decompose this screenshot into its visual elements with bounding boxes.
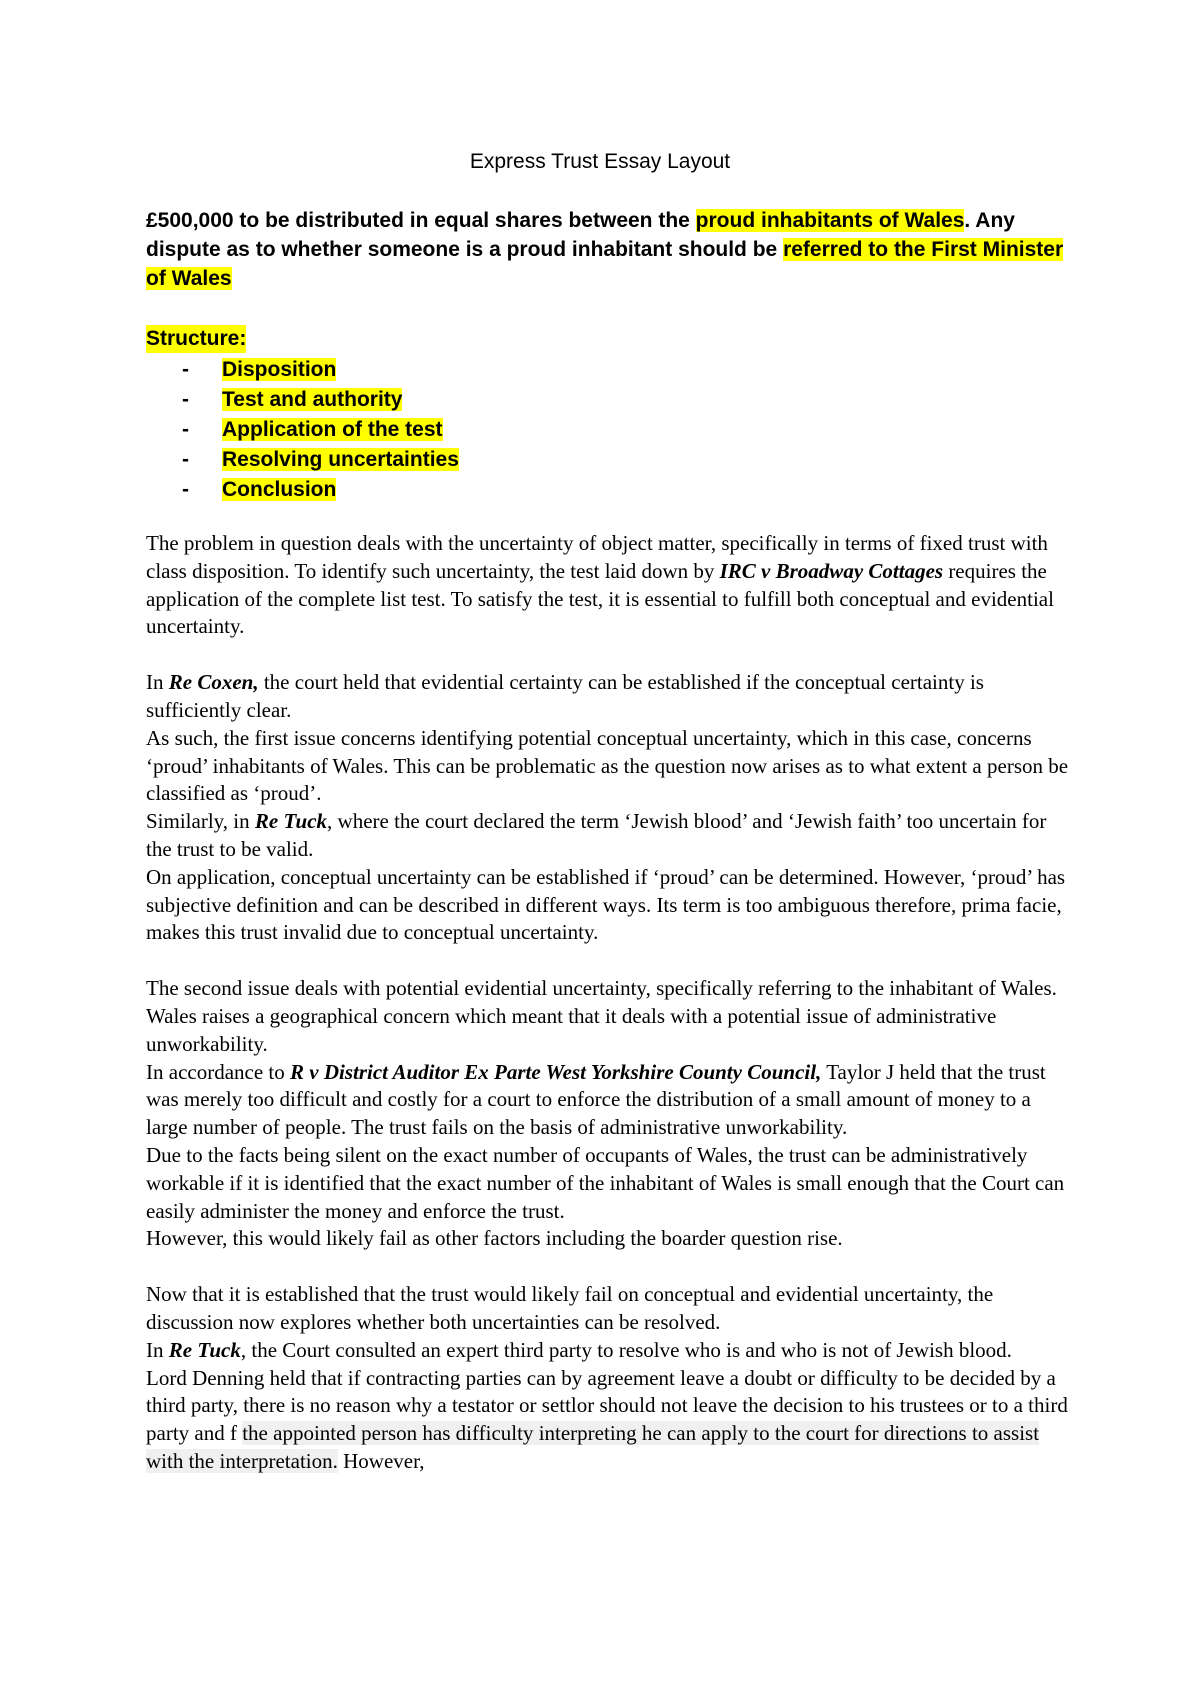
paragraph-gap — [146, 641, 1076, 669]
paragraph: Now that it is established that the trust would likely fail on conceptual and evidential uncertainty, the discussion now explores whether both uncertainties can be resolved. — [146, 1282, 994, 1334]
list-dash: - — [182, 358, 189, 381]
paragraph: The second issue deals with potential evidential uncertainty, specifically referring to the inhabitant of Wales. Wales raises a geographical concern which meant that it deals with a potential issue of administrative unworkability. — [146, 976, 1057, 1056]
structure-item — [146, 475, 459, 505]
structure-heading: Structure: — [146, 325, 246, 353]
paragraph — [146, 669, 1076, 725]
shaded-text: the appointed person has difficulty — [242, 1421, 539, 1446]
structure-item — [146, 415, 459, 445]
essay-body — [146, 530, 1076, 1476]
paragraph — [146, 530, 1076, 641]
structure-item-label: Disposition — [222, 358, 337, 381]
text-run: In — [146, 670, 169, 695]
case-citation: IRC v Broadway Cottages — [719, 558, 944, 583]
structure-list — [146, 355, 459, 505]
paragraph-gap — [146, 947, 1076, 975]
paragraph: Due to the facts being silent on the exact number of occupants of Wales, the trust can be administratively workable if it is identified that the exact number of the inhabitant of Wales is small enough that the Court can easily administer the money and enforce the trust. — [146, 1142, 1065, 1223]
text-run: Taylor J held that the trust was merely too difficult and costly for a court to enforce the distribution of a small amount of money to a large number of people. The trust fails on the basis of administrative unworkability. — [146, 1059, 1046, 1140]
structure-item-label: Conclusion — [222, 478, 337, 501]
text-run: , where the court declared the term ‘Jewish blood’ and ‘Jewish faith’ too uncertain for the trust to be valid. — [146, 809, 1047, 861]
prompt-text-1: £500,000 to be distributed in equal shares between the — [146, 209, 696, 232]
document-title: Express Trust Essay Layout — [469, 150, 731, 173]
structure-item — [146, 385, 459, 415]
prompt-text-2: . Any dispute as to whether someone is a proud inhabitant should be — [146, 209, 1015, 261]
text-run: the court held that evidential certainty can be established if the conceptual certainty is sufficiently clear. — [146, 670, 984, 722]
structure-item-label: Test and authority — [222, 388, 403, 411]
text-run: requires the application of the complete list test. To satisfy the test, it is essential to fulfill both conceptual and evidential uncertainty. — [146, 558, 1054, 639]
prompt-highlight-2: referred to the First Minister of Wales — [146, 238, 1064, 290]
question-prompt — [146, 206, 1066, 293]
case-citation: Re Tuck — [254, 809, 328, 834]
paragraph-gap — [146, 1253, 1076, 1281]
prompt-highlight-1: proud inhabitants of Wales — [695, 209, 965, 232]
text-run: However, — [337, 1448, 425, 1473]
list-dash: - — [182, 418, 189, 441]
text-run: In accordance to — [146, 1059, 290, 1084]
paragraph: On application, conceptual uncertainty can be established if ‘proud’ can be determined. However, ‘proud’ has subjective definition and can be described in different ways. Its term is too ambiguous therefore, prima facie, makes this trust invalid due to conceptual uncertainty. — [146, 864, 1066, 945]
paragraph — [146, 1059, 1076, 1142]
structure-item — [146, 445, 459, 475]
structure-item — [146, 355, 459, 385]
paragraph: As such, the first issue concerns identifying potential conceptual uncertainty, which in this case, concerns ‘proud’ inhabitants of Wales. This can be problematic as the question now arises as to what extent a person be classified as ‘proud’. — [146, 725, 1069, 806]
paragraph — [146, 1337, 1076, 1365]
case-citation: Re Coxen, — [168, 670, 259, 695]
list-dash: - — [182, 388, 189, 411]
list-dash: - — [182, 448, 189, 471]
shaded-text: interpreting he can apply to the court for directions to assist with the interpretation. — [146, 1421, 1040, 1473]
paragraph: However, this would likely fail as other factors including the boarder question rise. — [146, 1226, 843, 1251]
text-run: , the Court consulted an expert third party to resolve who is and who is not of Jewish blood. — [240, 1337, 1012, 1362]
text-run: Lord Denning held that if contracting parties can by agreement leave a doubt or difficulty to be decided by a third party, there is no reason why a testator or settlor should not leave the decision to his trustees or to a third party and f — [146, 1365, 1068, 1446]
list-dash: - — [182, 478, 189, 501]
text-run: In — [146, 1337, 169, 1362]
case-citation: R v District Auditor Ex Parte West Yorkshire County Council, — [290, 1059, 822, 1084]
case-citation: Re Tuck — [168, 1337, 241, 1362]
paragraph — [146, 1365, 1076, 1476]
structure-item-label: Resolving uncertainties — [222, 448, 459, 471]
paragraph — [146, 808, 1076, 864]
structure-item-label: Application of the test — [222, 418, 443, 441]
text-run: Similarly, in — [146, 809, 255, 834]
text-run: The problem in question deals with the uncertainty of object matter, specifically in terms of fixed trust with class disposition. To identify such uncertainty, the test laid down by — [146, 531, 1048, 583]
